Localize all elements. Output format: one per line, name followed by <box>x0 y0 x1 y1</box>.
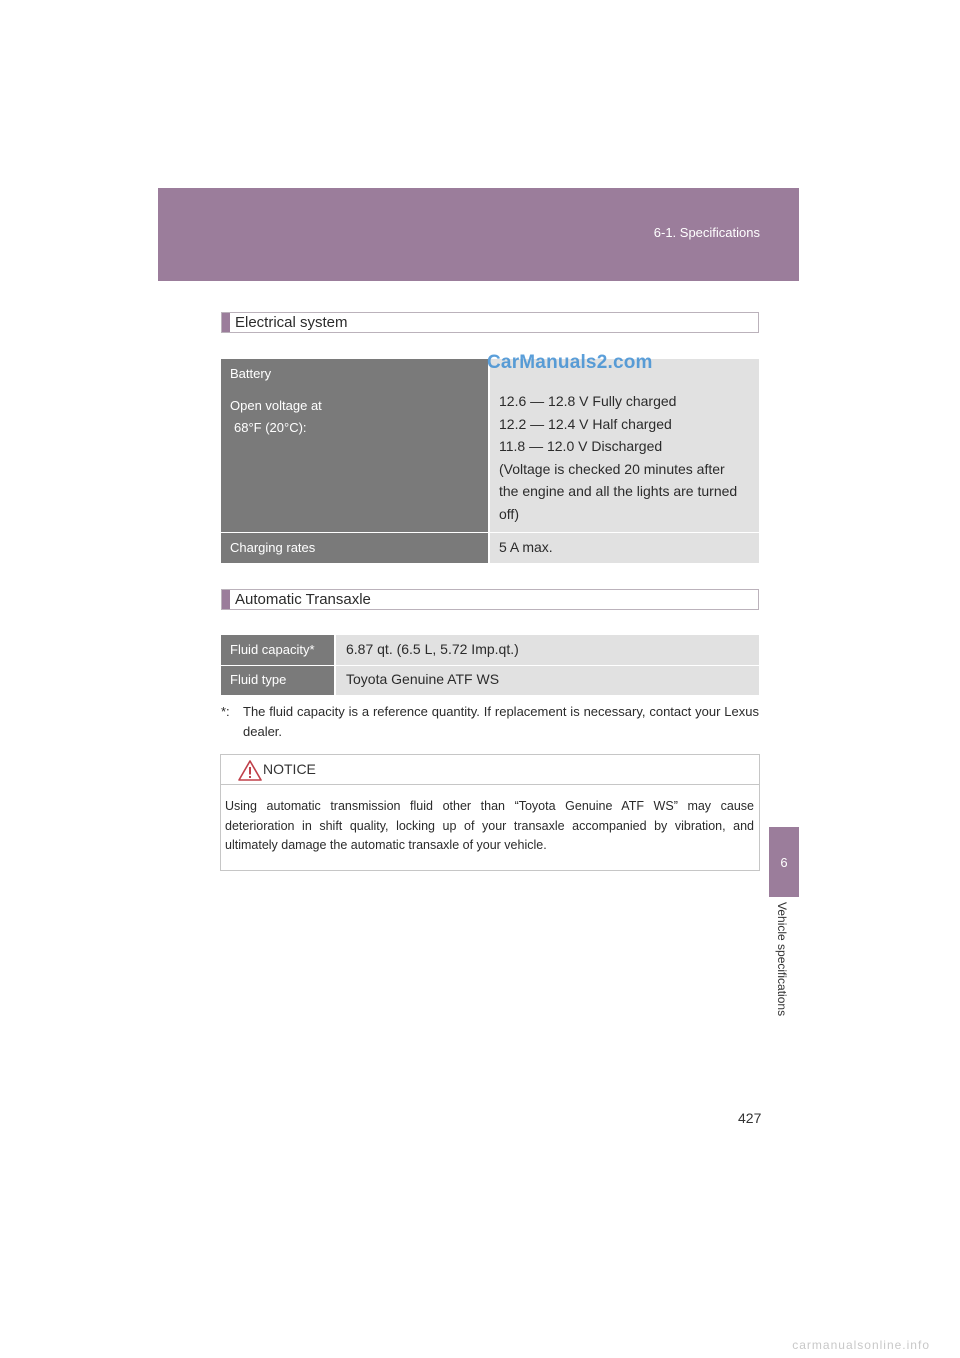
fluid-type-label-cell <box>221 666 334 695</box>
battery-value-cell <box>490 359 759 532</box>
section-title: 6-1. Specifications <box>653 225 760 240</box>
chapter-number: 6 <box>780 855 788 870</box>
notice-header <box>221 755 759 785</box>
fluid-capacity-value: 6.87 qt. (6.5 L, 5.72 Imp.qt.) <box>346 641 519 657</box>
voltage-line: (Voltage is checked 20 minutes after <box>499 460 725 477</box>
voltage-line: 12.6 — 12.8 V Fully charged <box>499 393 677 409</box>
chapter-label <box>772 902 792 1047</box>
footnote-text: The fluid capacity is a reference quantity. If replacement is necessary, contact your Lexus dealer. <box>243 704 759 739</box>
chapter-tab <box>769 827 799 897</box>
warning-triangle-icon <box>238 760 262 781</box>
notice-body: Using automatic transmission fluid other than “Toyota Genuine ATF WS” may cause deterioration in shift quality, locking up of your transaxle accompanied by vibration, and ultimately damage the automatic transaxle of your vehicle. <box>225 799 754 852</box>
fluid-capacity-label: Fluid capacity* <box>230 642 315 657</box>
fluid-type-value: Toyota Genuine ATF WS <box>346 671 500 687</box>
chapter-label-text: Vehicle specifications <box>775 902 789 1017</box>
fluid-type-label: Fluid type <box>230 672 287 687</box>
voltage-line: 11.8 — 12.0 V Discharged <box>499 438 663 454</box>
charging-rates-label-cell <box>221 533 488 563</box>
notice-title: NOTICE <box>263 761 316 777</box>
voltage-line: 12.2 — 12.4 V Half charged <box>499 415 672 432</box>
fluid-capacity-label-cell <box>221 635 334 665</box>
footnote-mark: *: <box>221 704 230 719</box>
charging-rates-value: 5 A max. <box>499 539 553 555</box>
watermark-top: CarManuals2.com <box>487 352 653 373</box>
open-voltage-temp: 68°F (20°C): <box>234 420 307 435</box>
voltage-line: off) <box>499 505 519 522</box>
header-band <box>158 188 799 281</box>
open-voltage-label: Open voltage at <box>230 397 322 413</box>
fluid-capacity-value-cell <box>336 635 759 665</box>
notice-box <box>220 754 760 871</box>
voltage-line: the engine and all the lights are turned <box>499 483 738 499</box>
charging-rates-label: Charging rates <box>230 540 316 555</box>
transaxle-heading-text: Automatic Transaxle <box>235 591 371 608</box>
electrical-section-heading <box>221 312 759 333</box>
battery-label: Battery <box>230 366 272 381</box>
page-number: 427 <box>738 1110 762 1126</box>
fluid-type-value-cell <box>336 666 759 695</box>
electrical-heading-text: Electrical system <box>235 314 348 331</box>
watermark-footer: carmanualsonline.info <box>792 1338 930 1352</box>
battery-label-cell <box>221 359 488 532</box>
charging-rates-value-cell <box>490 533 759 563</box>
footnote <box>221 702 759 742</box>
transaxle-section-heading <box>221 589 759 610</box>
